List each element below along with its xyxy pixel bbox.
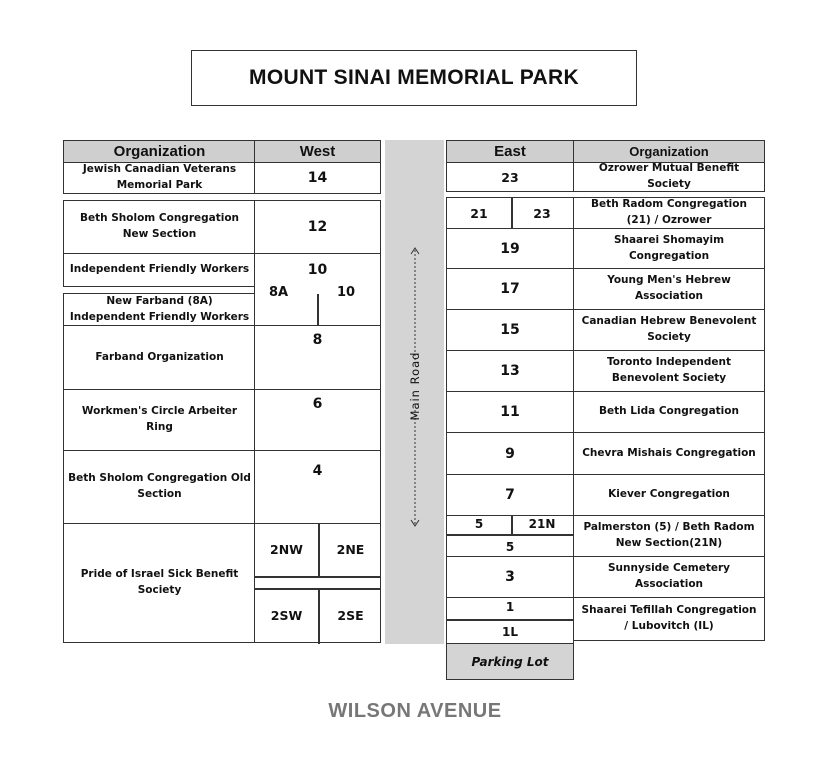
- west-organization-header: Organization: [63, 140, 256, 163]
- west-section-12: 12: [254, 200, 381, 254]
- west-section-10: 10: [254, 253, 381, 289]
- west-org-4: New Farband (8A) Independent Friendly Workers: [63, 293, 256, 326]
- east-org-7: Beth Lida Congregation: [573, 391, 765, 433]
- west-section-2sw: 2SW: [270, 608, 303, 623]
- east-org-10: Palmerston (5) / Beth Radom New Section(21N): [573, 515, 765, 557]
- east-org-1: Ozrower Mutual Benefit Society: [573, 162, 765, 192]
- west-org-2: Beth Sholom Congregation New Section: [63, 200, 256, 254]
- east-section-5-21n-cell: [446, 515, 574, 557]
- west-section-10b: 10: [337, 285, 356, 300]
- east-section-19: 19: [446, 228, 574, 269]
- west-header: West: [254, 140, 381, 163]
- east-section-1: 1: [505, 600, 515, 614]
- east-section-5a: 5: [474, 517, 484, 531]
- main-road-label: Main Road: [408, 351, 422, 421]
- west-section-8a: 8A: [269, 285, 289, 300]
- east-org-9: Kiever Congregation: [573, 474, 765, 516]
- west-org-3: Independent Friendly Workers: [63, 253, 256, 287]
- west-org-6: Workmen's Circle Arbeiter Ring: [63, 389, 256, 451]
- east-section-1l: 1L: [502, 625, 518, 639]
- parking-lot: Parking Lot: [446, 643, 574, 680]
- east-org-5: Canadian Hebrew Benevolent Society: [573, 309, 765, 351]
- east-section-21: 21: [470, 206, 488, 221]
- east-header: East: [446, 140, 574, 163]
- east-section-3: 3: [446, 556, 574, 598]
- east-section-15: 15: [446, 309, 574, 351]
- page-title: MOUNT SINAI MEMORIAL PARK: [191, 50, 637, 106]
- east-section-11: 11: [446, 391, 574, 433]
- east-section-13: 13: [446, 350, 574, 392]
- east-org-8: Chevra Mishais Congregation: [573, 432, 765, 475]
- east-org-4: Young Men's Hebrew Association: [573, 268, 765, 310]
- east-org-6: Toronto Independent Benevolent Society: [573, 350, 765, 392]
- east-section-21n: 21N: [528, 517, 556, 531]
- west-section-2ne: 2NE: [336, 542, 365, 557]
- east-section-21-23-cell: [446, 197, 574, 229]
- east-section-5b: 5: [505, 540, 515, 554]
- west-section-2nw: 2NW: [270, 542, 303, 557]
- east-section-23: 23: [446, 162, 574, 192]
- west-section-2se: 2SE: [337, 608, 364, 623]
- street-label: WILSON AVENUE: [328, 700, 502, 722]
- east-org-11: Sunnyside Cemetery Association: [573, 556, 765, 598]
- east-org-2: Beth Radom Congregation (21) / Ozrower: [573, 197, 765, 229]
- east-org-3: Shaarei Shomayim Congregation: [573, 228, 765, 269]
- east-section-17: 17: [446, 268, 574, 310]
- west-section-8: 8: [254, 325, 381, 390]
- east-section-1-1l-cell: [446, 597, 574, 644]
- east-organization-header: Organization: [573, 140, 765, 163]
- east-section-9: 9: [446, 432, 574, 475]
- east-org-12: Shaarei Tefillah Congregation / Lubovitch (IL): [573, 597, 765, 641]
- west-org-5: Farband Organization: [63, 325, 256, 390]
- west-section-2-cell: [254, 523, 381, 643]
- west-section-6: 6: [254, 389, 381, 451]
- east-section-7: 7: [446, 474, 574, 516]
- east-section-23b: 23: [533, 206, 551, 221]
- west-section-8a-10-cell: [254, 285, 381, 326]
- west-section-14: 14: [254, 162, 381, 194]
- west-org-7: Beth Sholom Congregation Old Section: [63, 450, 256, 524]
- west-org-8: Pride of Israel Sick Benefit Society: [63, 523, 256, 643]
- west-section-4: 4: [254, 450, 381, 524]
- west-org-1: Jewish Canadian Veterans Memorial Park: [63, 162, 256, 194]
